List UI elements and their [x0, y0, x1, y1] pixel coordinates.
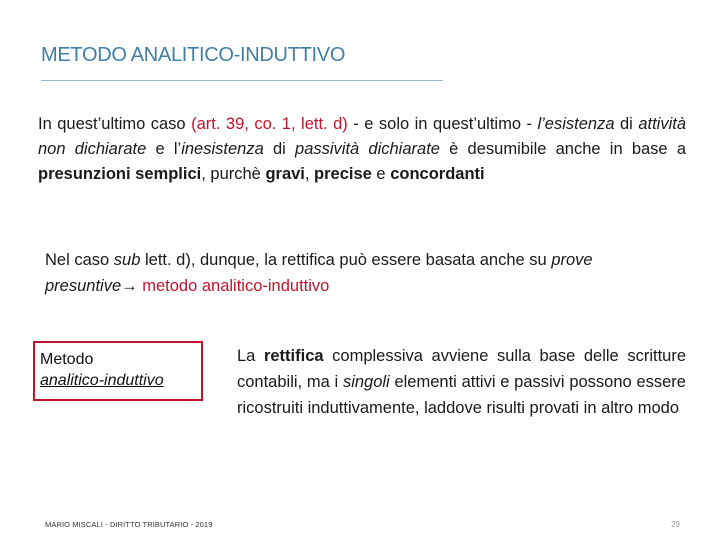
- bold-gravi: gravi: [265, 165, 305, 183]
- box-line-metodo: Metodo: [40, 351, 94, 368]
- text-segment: In quest’ultimo caso: [38, 115, 192, 133]
- paragraph-rettifica: [237, 343, 686, 421]
- arrow-right-icon: →: [121, 277, 138, 295]
- emphasis-singoli: singoli: [342, 373, 390, 391]
- footer-author: MARIO MISCALI - DIRITTO TRIBUTARIO - 2019: [45, 520, 213, 529]
- text-segment: e l’: [146, 140, 182, 158]
- text-segment: e: [371, 165, 391, 183]
- method-name-red: metodo analitico-induttivo: [137, 277, 330, 295]
- text-segment: La: [237, 347, 264, 365]
- method-box: [33, 341, 203, 401]
- bold-presunzioni: presunzioni semplici: [38, 165, 202, 183]
- emphasis-prove-presuntive: prove presuntive: [45, 251, 593, 295]
- text-segment: , purchè: [201, 165, 266, 183]
- text-segment: complessiva avviene sulla base delle scritture contabili, ma i: [237, 347, 687, 391]
- bold-precise: precise: [314, 165, 372, 183]
- title-underline: [41, 80, 443, 81]
- bold-rettifica: rettifica: [263, 347, 324, 365]
- page-number: 29: [671, 520, 680, 529]
- text-segment: lett. d), dunque, la rettifica può essere basata anche su: [140, 251, 552, 269]
- text-segment: - e solo in quest’ultimo -: [347, 115, 538, 133]
- bold-concordanti: concordanti: [390, 165, 485, 183]
- emphasis-attivita: attività non dichiarate: [38, 115, 686, 158]
- emphasis-inesistenza: inesistenza: [181, 140, 264, 158]
- text-segment: di: [614, 115, 639, 133]
- text-segment: è desumibile anche in base a: [439, 140, 686, 158]
- text-segment: Nel caso: [45, 251, 114, 269]
- emphasis-esistenza: l’esistenza: [537, 115, 615, 133]
- box-line-analitico: analitico-induttivo: [40, 372, 164, 389]
- emphasis-passivita: passività dichiarate: [295, 140, 440, 158]
- slide-title: METODO ANALITICO-INDUTTIVO: [41, 44, 346, 66]
- text-segment: di: [263, 140, 296, 158]
- paragraph-prove-presuntive: [45, 247, 685, 299]
- text-segment: elementi attivi e passivi possono essere ricostruiti induttivamente, laddove risulti provati in altro modo: [237, 373, 686, 417]
- emphasis-sub: sub: [113, 251, 141, 269]
- paragraph-presunzioni: [38, 112, 686, 187]
- article-reference: (art. 39, co. 1, lett. d): [191, 115, 348, 133]
- text-segment: ,: [304, 165, 315, 183]
